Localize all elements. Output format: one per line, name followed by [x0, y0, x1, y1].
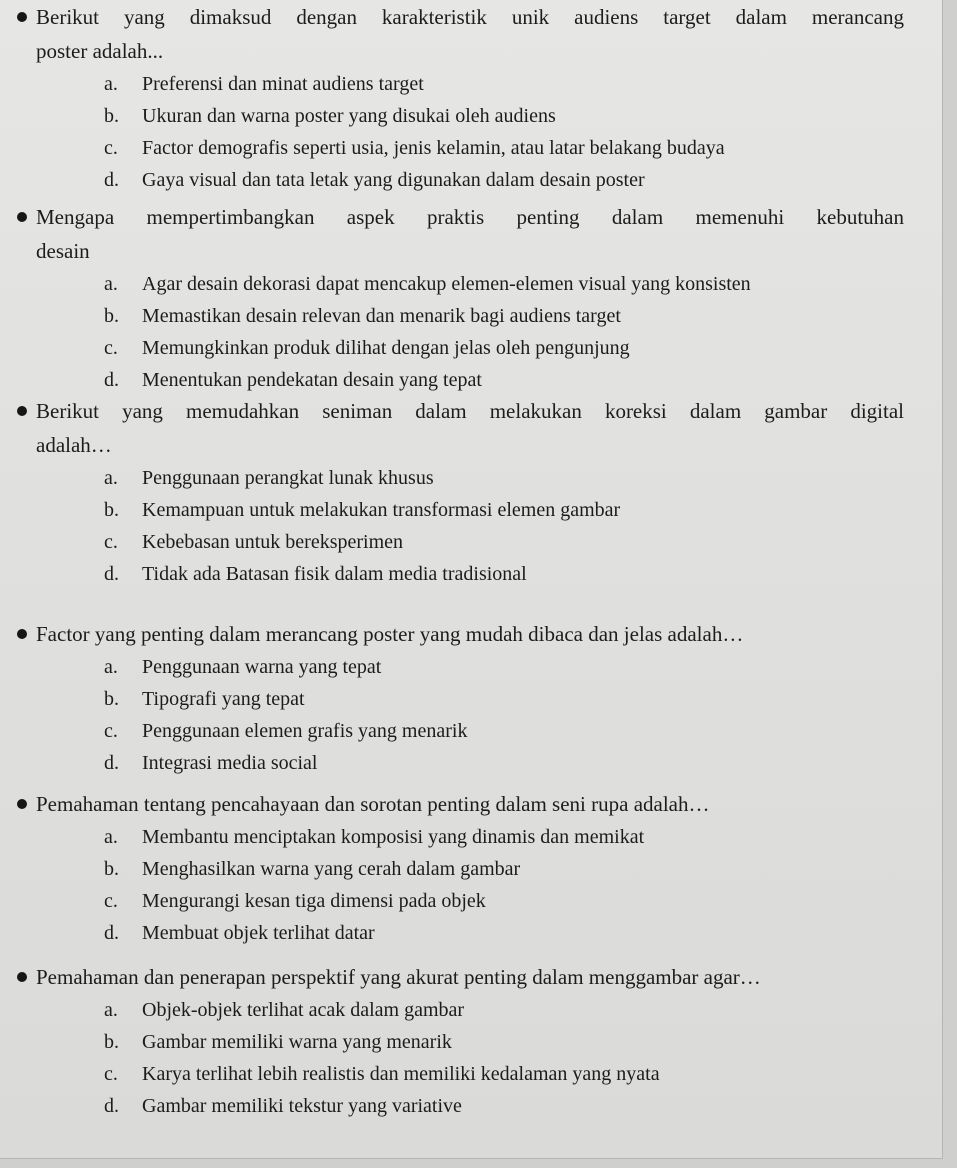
option-c: [0, 715, 940, 747]
option-a: [0, 268, 940, 300]
option-text: Gambar memiliki tekstur yang variative: [142, 1095, 462, 1117]
option-text: Integrasi media social: [142, 752, 318, 774]
option-letter: d.: [104, 169, 119, 191]
question-stem-line-2: adalah…: [36, 433, 112, 457]
option-text: Preferensi dan minat audiens target: [142, 73, 424, 95]
option-list: [0, 462, 940, 590]
question-2: [0, 200, 940, 396]
question-3: [0, 394, 940, 590]
option-d: [0, 164, 940, 196]
option-a: [0, 68, 940, 100]
option-letter: a.: [104, 273, 118, 295]
bullet-icon: [17, 972, 27, 982]
option-text: Penggunaan perangkat lunak khusus: [142, 467, 434, 489]
option-text: Penggunaan elemen grafis yang menarik: [142, 720, 468, 742]
question-stem-line-2: poster adalah...: [36, 39, 164, 63]
option-letter: d.: [104, 922, 119, 944]
option-a: [0, 994, 940, 1026]
option-d: [0, 558, 940, 590]
option-letter: b.: [104, 688, 119, 710]
option-list: [0, 68, 940, 196]
question-stem-line-1: Factor yang penting dalam merancang poster yang mudah dibaca dan jelas adalah…: [36, 622, 744, 646]
option-d: [0, 747, 940, 779]
bullet-icon: [17, 212, 27, 222]
option-letter: b.: [104, 105, 119, 127]
question-1: [0, 0, 940, 196]
option-text: Membuat objek terlihat datar: [142, 922, 375, 944]
bullet-icon: [17, 12, 27, 22]
option-text: Gaya visual dan tata letak yang digunakan dalam desain poster: [142, 169, 645, 191]
option-text: Objek-objek terlihat acak dalam gambar: [142, 999, 465, 1021]
question-stem-line-1: Mengapa mempertimbangkan aspek praktis penting dalam memenuhi kebutuhan: [36, 205, 904, 229]
option-letter: d.: [104, 563, 119, 585]
option-letter: c.: [104, 337, 118, 359]
option-letter: a.: [104, 826, 118, 848]
option-text: Agar desain dekorasi dapat mencakup elemen-elemen visual yang konsisten: [142, 273, 751, 295]
option-letter: b.: [104, 305, 119, 327]
option-list: [0, 994, 940, 1122]
option-a: [0, 462, 940, 494]
option-text: Menghasilkan warna yang cerah dalam gambar: [142, 858, 521, 880]
option-text: Ukuran dan warna poster yang disukai oleh audiens: [142, 105, 556, 127]
question-stem: [0, 787, 940, 821]
option-letter: c.: [104, 531, 118, 553]
option-letter: c.: [104, 1063, 118, 1085]
option-d: [0, 364, 940, 396]
option-text: Menentukan pendekatan desain yang tepat: [142, 369, 482, 391]
option-text: Gambar memiliki warna yang menarik: [142, 1031, 452, 1053]
question-5: [0, 787, 940, 949]
option-a: [0, 821, 940, 853]
option-letter: d.: [104, 369, 119, 391]
question-stem: [0, 394, 940, 462]
option-letter: b.: [104, 1031, 119, 1053]
question-6: [0, 960, 940, 1122]
option-letter: a.: [104, 73, 118, 95]
option-text: Kemampuan untuk melakukan transformasi elemen gambar: [142, 499, 621, 521]
option-c: [0, 885, 940, 917]
option-b: [0, 1026, 940, 1058]
option-c: [0, 1058, 940, 1090]
option-text: Memungkinkan produk dilihat dengan jelas oleh pengunjung: [142, 337, 630, 359]
option-text: Penggunaan warna yang tepat: [142, 656, 382, 678]
option-list: [0, 821, 940, 949]
option-text: Factor demografis seperti usia, jenis kelamin, atau latar belakang budaya: [142, 137, 725, 159]
option-letter: d.: [104, 1095, 119, 1117]
question-stem-line-1: Berikut yang memudahkan seniman dalam melakukan koreksi dalam gambar digital: [36, 399, 904, 423]
option-c: [0, 132, 940, 164]
option-text: Tipografi yang tepat: [142, 688, 305, 710]
option-list: [0, 268, 940, 396]
option-c: [0, 526, 940, 558]
option-a: [0, 651, 940, 683]
option-text: Tidak ada Batasan fisik dalam media tradisional: [142, 563, 527, 585]
question-stem: [0, 0, 940, 68]
option-letter: b.: [104, 499, 119, 521]
bullet-icon: [17, 799, 27, 809]
option-c: [0, 332, 940, 364]
option-letter: c.: [104, 890, 118, 912]
option-b: [0, 300, 940, 332]
option-letter: b.: [104, 858, 119, 880]
option-d: [0, 917, 940, 949]
option-letter: a.: [104, 467, 118, 489]
option-text: Memastikan desain relevan dan menarik bagi audiens target: [142, 305, 621, 327]
option-b: [0, 100, 940, 132]
question-stem-line-1: Berikut yang dimaksud dengan karakteristik unik audiens target dalam merancang: [36, 5, 904, 29]
bullet-icon: [17, 406, 27, 416]
option-letter: c.: [104, 137, 118, 159]
option-text: Kebebasan untuk bereksperimen: [142, 531, 404, 553]
option-letter: a.: [104, 656, 118, 678]
option-letter: a.: [104, 999, 118, 1021]
option-b: [0, 853, 940, 885]
option-list: [0, 651, 940, 779]
option-b: [0, 683, 940, 715]
question-4: [0, 617, 940, 779]
question-stem-line-1: Pemahaman tentang pencahayaan dan sorotan penting dalam seni rupa adalah…: [36, 792, 710, 816]
question-stem: [0, 960, 940, 994]
question-stem-line-1: Pemahaman dan penerapan perspektif yang akurat penting dalam menggambar agar…: [36, 965, 761, 989]
option-text: Mengurangi kesan tiga dimensi pada objek: [142, 890, 486, 912]
bullet-icon: [17, 629, 27, 639]
option-b: [0, 494, 940, 526]
question-stem: [0, 617, 940, 651]
option-letter: c.: [104, 720, 118, 742]
option-letter: d.: [104, 752, 119, 774]
question-stem: [0, 200, 940, 268]
option-text: Karya terlihat lebih realistis dan memiliki kedalaman yang nyata: [142, 1063, 660, 1085]
option-d: [0, 1090, 940, 1122]
question-stem-line-2: desain: [36, 239, 90, 263]
option-text: Membantu menciptakan komposisi yang dinamis dan memikat: [142, 826, 645, 848]
